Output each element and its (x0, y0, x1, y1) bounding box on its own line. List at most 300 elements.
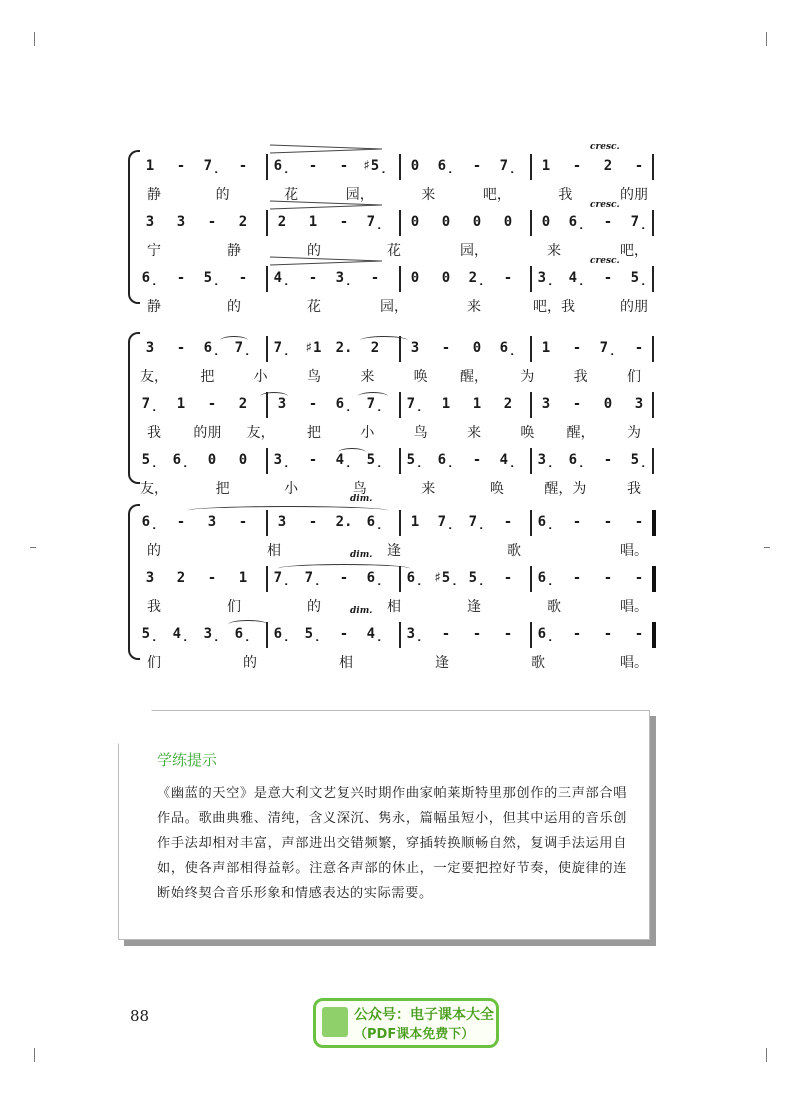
practice-tip-box (118, 710, 650, 940)
note: - (339, 214, 349, 230)
note: - (634, 626, 644, 642)
note: - (572, 340, 582, 356)
note: 3 (277, 514, 287, 530)
note: 6̣ (499, 340, 517, 356)
lyrics-line (140, 184, 670, 206)
note: - (238, 158, 248, 174)
lyric-syllable: 花 (284, 187, 299, 203)
note: 3 (541, 396, 551, 412)
score-system-3 (128, 494, 668, 671)
note: 5̣ (406, 452, 424, 468)
note: - (572, 396, 582, 412)
note: 0 (472, 214, 482, 230)
lyrics-line (140, 296, 670, 318)
voice-row (140, 214, 670, 272)
bar-line (530, 392, 532, 418)
note: 5̣ (141, 452, 159, 468)
bar-line (530, 510, 532, 536)
lyric-syllable: 把 (307, 425, 321, 441)
dim-mark: dim. (350, 550, 373, 560)
voice-row (140, 158, 670, 216)
lyric-syllable: 歌 (547, 599, 561, 615)
cresc-mark: cresc. (590, 142, 620, 152)
bar-line (266, 622, 268, 648)
lyric-syllable: 我 (147, 599, 161, 615)
note: - (634, 340, 644, 356)
system-brace (128, 504, 140, 660)
lyric-syllable: 的 (227, 299, 241, 315)
score-system-1 (128, 140, 668, 315)
bar-line (530, 566, 532, 592)
note: 4̣ (568, 270, 586, 286)
note: - (503, 270, 513, 286)
note: 6̣ (406, 570, 424, 586)
lyric-syllable: 相 (339, 655, 353, 671)
note: 7̣ (366, 396, 384, 412)
tip-title: 学练提示 (157, 751, 218, 769)
note: - (603, 452, 613, 468)
note: 6̣ (537, 570, 555, 586)
bar-line (530, 448, 532, 474)
note: ♯1 (304, 340, 322, 356)
bar-line (652, 336, 654, 362)
bar-line (266, 154, 268, 180)
notes-line (140, 270, 670, 292)
note: - (308, 158, 318, 174)
note: - (603, 570, 613, 586)
crop-mark (764, 547, 770, 548)
dim-mark: dim. (350, 494, 373, 504)
note: 5̣ (630, 452, 648, 468)
note: 7̣ (273, 570, 291, 586)
bar-line (266, 210, 268, 236)
note: 7̣ (304, 570, 322, 586)
lyric-syllable: 友， (140, 369, 168, 385)
bar-line (530, 266, 532, 292)
note: - (308, 514, 318, 530)
note: - (603, 514, 613, 530)
note: 3 (277, 396, 287, 412)
note: 3̣ (537, 452, 555, 468)
bar-line (530, 154, 532, 180)
note: 3 (145, 570, 155, 586)
note: 6̣ (273, 626, 291, 642)
bar-line (399, 622, 401, 648)
watermark-line-1: 公众号：电子课本大全 (354, 1007, 494, 1023)
note: - (503, 514, 513, 530)
note: 6̣ (537, 514, 555, 530)
lyric-syllable: 逢 (467, 599, 481, 615)
note: 1 (308, 214, 318, 230)
crop-mark (34, 32, 35, 46)
crop-mark (766, 1048, 767, 1062)
lyric-syllable: 们 (147, 655, 161, 671)
note: - (634, 570, 644, 586)
lyric-syllable: 歌 (507, 543, 521, 559)
note: 6̣ (141, 514, 159, 530)
lyric-syllable: 歌 (531, 655, 545, 671)
note: 3̣ (203, 626, 221, 642)
note: 6̣ (234, 626, 252, 642)
note: 4̣ (335, 452, 353, 468)
note: 4̣ (273, 270, 291, 286)
hairpin-mark (270, 144, 382, 154)
note: 5̣ (468, 570, 486, 586)
lyric-syllable: 的朋 (193, 425, 222, 441)
bar-line (652, 448, 654, 474)
note: - (176, 340, 186, 356)
note: 3 (410, 340, 420, 356)
lyric-syllable: 唤 (520, 425, 535, 441)
lyric-syllable: 醒，为 (544, 481, 587, 497)
lyric-syllable: 来 (421, 187, 436, 203)
lyric-syllable: 我 (558, 187, 573, 203)
note: 6̣ (568, 452, 586, 468)
lyric-syllable: 来 (360, 369, 375, 385)
note: 7̣ (630, 214, 648, 230)
note: 2 (176, 570, 186, 586)
note: 7̣ (499, 158, 517, 174)
note: 6̣ (366, 514, 384, 530)
note: ♯5̣ (362, 158, 388, 174)
book-icon (322, 1007, 348, 1037)
bar-line (266, 566, 268, 592)
note: - (238, 270, 248, 286)
cresc-mark: cresc. (590, 256, 620, 266)
note: 3̣ (335, 270, 353, 286)
lyric-syllable: 花 (307, 299, 321, 315)
note: 0 (541, 214, 551, 230)
note: - (176, 514, 186, 530)
note: 3 (634, 396, 644, 412)
bar-line (652, 266, 654, 292)
bar-line (399, 448, 401, 474)
lyric-syllable: 唱。 (620, 543, 648, 559)
lyric-syllable: 的朋 (620, 187, 648, 203)
note: - (603, 626, 613, 642)
bar-line (399, 210, 401, 236)
bar-line (530, 210, 532, 236)
notes-line (140, 214, 670, 236)
lyric-syllable: 静 (147, 299, 161, 315)
lyric-syllable: 友， (246, 425, 275, 441)
note: 2 (238, 396, 248, 412)
note: - (603, 214, 613, 230)
lyric-syllable: 来 (467, 425, 481, 441)
note: 6̣ (366, 570, 384, 586)
lyric-syllable: 吧，我 (533, 299, 575, 315)
lyric-syllable: 醒， (460, 369, 488, 385)
note: 7̣ (599, 340, 617, 356)
bar-line (399, 336, 401, 362)
lyric-syllable: 相 (387, 599, 401, 615)
lyric-syllable: 花 (387, 243, 401, 259)
note: - (339, 626, 349, 642)
note: - (634, 158, 644, 174)
final-bar-line (652, 622, 656, 648)
lyric-syllable: 醒， (566, 425, 595, 441)
cresc-mark: cresc. (590, 200, 620, 210)
note: 6̣ (335, 396, 353, 412)
voice-row (140, 396, 670, 454)
note: - (572, 570, 582, 586)
note: 7̣ (468, 514, 486, 530)
note: 1 (441, 396, 451, 412)
note: 2 (370, 340, 380, 356)
note: 0 (503, 214, 513, 230)
lyric-syllable: 的 (215, 187, 230, 203)
dim-mark: dim. (350, 606, 373, 616)
lyrics-line (140, 240, 670, 262)
lyric-syllable: 友， (140, 481, 168, 497)
bar-line (399, 154, 401, 180)
voice-row (140, 270, 670, 328)
lyric-syllable: 的朋 (620, 299, 648, 315)
lyric-syllable: 唤 (489, 481, 504, 497)
note: 1 (541, 158, 551, 174)
bar-line (399, 566, 401, 592)
lyrics-line (140, 596, 670, 618)
watermark-line-2: （PDF课本免费下） (354, 1027, 475, 1042)
notes-line (140, 570, 670, 592)
lyric-syllable: 静 (227, 243, 241, 259)
note: 0 (238, 452, 248, 468)
final-bar-line (652, 566, 656, 592)
note: 0 (472, 340, 482, 356)
lyric-syllable: 鸟 (413, 425, 428, 441)
note: - (308, 452, 318, 468)
lyric-syllable: 把 (215, 481, 230, 497)
lyric-syllable: 来 (467, 299, 481, 315)
note: - (308, 270, 318, 286)
crop-mark (34, 1048, 35, 1062)
note: - (634, 514, 644, 530)
tip-box-corner (118, 710, 152, 744)
lyric-syllable: 我 (627, 481, 641, 497)
note: 7̣ (273, 340, 291, 356)
note: - (176, 270, 186, 286)
voice-row (140, 514, 670, 572)
tip-text: 《幽蓝的天空》是意大利文艺复兴时期作曲家帕莱斯特里那创作的三声部合唱作品。歌曲典雅、清纯，含义深沉、隽永，篇幅虽短小，但其中运用的音乐创作手法却相对丰富，声部进出交错频繁，穿插转换顺畅自然，复调手法运用自如，使各声部相得益彰。注意各声部的休止，一定要把控好节奏，使旋律的连断始终契合音乐形象和情感表达的实际需要。 (157, 786, 627, 901)
bar-line (266, 336, 268, 362)
note: 4̣ (366, 626, 384, 642)
lyric-syllable: 鸟 (352, 481, 367, 497)
lyric-syllable: 的 (307, 599, 321, 615)
bar-line (399, 266, 401, 292)
notes-line (140, 396, 670, 418)
note: 1 (176, 396, 186, 412)
note: 0 (207, 452, 217, 468)
note: - (339, 570, 349, 586)
lyric-syllable: 小 (284, 481, 299, 497)
note: 6̣ (273, 158, 291, 174)
lyric-syllable: 的 (147, 543, 161, 559)
note: 3 (145, 340, 155, 356)
note: 3 (207, 514, 217, 530)
note: - (339, 158, 349, 174)
system-brace (128, 150, 140, 304)
final-bar-line (652, 510, 656, 536)
lyric-syllable: 们 (227, 599, 241, 615)
note: - (472, 158, 482, 174)
crop-mark (30, 547, 36, 548)
lyric-syllable: 小 (253, 369, 268, 385)
lyric-syllable: 来 (421, 481, 436, 497)
note: 3̣ (406, 626, 424, 642)
lyrics-line (140, 422, 670, 444)
lyric-syllable: 我 (147, 425, 161, 441)
note: 1 (238, 570, 248, 586)
note: 2 (503, 396, 513, 412)
score-system-2 (128, 330, 668, 497)
note: - (207, 396, 217, 412)
note: 6̣ (437, 452, 455, 468)
note: 0 (410, 158, 420, 174)
note: 6̣ (568, 214, 586, 230)
lyric-syllable: 唤 (413, 369, 428, 385)
note: 5̣ (141, 626, 159, 642)
voice-row (140, 626, 670, 684)
note: 0 (603, 396, 613, 412)
note: - (503, 626, 513, 642)
note: 7̣ (366, 214, 384, 230)
note: 1 (145, 158, 155, 174)
note: 6̣ (172, 452, 190, 468)
note: 0 (441, 214, 451, 230)
voice-row (140, 570, 670, 628)
note: 2 (277, 214, 287, 230)
note: 0 (441, 270, 451, 286)
note: - (441, 340, 451, 356)
note: 2 (603, 158, 613, 174)
page-number: 88 (130, 1007, 150, 1025)
bar-line (530, 622, 532, 648)
note: 5̣ (304, 626, 322, 642)
note: 1 (541, 340, 551, 356)
note: - (207, 570, 217, 586)
bar-line (266, 392, 268, 418)
lyric-syllable: 园， (380, 299, 408, 315)
note: 2. (335, 514, 353, 530)
note: - (603, 270, 613, 286)
note: 7̣ (437, 514, 455, 530)
note: 1 (472, 396, 482, 412)
note: 1 (410, 514, 420, 530)
lyric-syllable: 为 (627, 425, 641, 441)
lyric-syllable: 我 (573, 369, 588, 385)
note: - (176, 158, 186, 174)
lyric-syllable: 为 (520, 369, 535, 385)
bar-line (266, 448, 268, 474)
note: - (572, 626, 582, 642)
note: 2 (238, 214, 248, 230)
note: 0 (410, 270, 420, 286)
lyric-syllable: 唱。 (620, 655, 648, 671)
note: - (238, 514, 248, 530)
note: 0 (410, 214, 420, 230)
lyric-syllable: 们 (627, 369, 641, 385)
note: 7̣ (406, 396, 424, 412)
note: 5̣ (630, 270, 648, 286)
note: 6̣ (437, 158, 455, 174)
note: 3 (145, 214, 155, 230)
note: 4̣ (172, 626, 190, 642)
notes-line (140, 514, 670, 536)
notes-line (140, 452, 670, 474)
bar-line (530, 336, 532, 362)
lyrics-line (140, 652, 670, 674)
voice-row (140, 340, 670, 398)
note: - (572, 514, 582, 530)
lyric-syllable: 吧， (620, 243, 648, 259)
bar-line (399, 392, 401, 418)
note: - (503, 570, 513, 586)
notes-line (140, 340, 670, 362)
lyric-syllable: 小 (360, 425, 375, 441)
note: 7̣ (141, 396, 159, 412)
lyric-syllable: 来 (547, 243, 561, 259)
lyric-syllable: 逢 (387, 543, 401, 559)
lyric-syllable: 静 (147, 187, 161, 203)
note: 2̣ (468, 270, 486, 286)
note: 7̣ (203, 158, 221, 174)
note: - (370, 270, 380, 286)
lyric-syllable: 吧， (482, 187, 511, 203)
note: 3 (176, 214, 186, 230)
bar-line (652, 210, 654, 236)
bar-line (652, 392, 654, 418)
note: 3̣ (537, 270, 555, 286)
lyric-syllable: 的 (243, 655, 257, 671)
bar-line (266, 266, 268, 292)
note: - (207, 214, 217, 230)
watermark-badge (313, 998, 499, 1048)
note: 4̣ (499, 452, 517, 468)
lyrics-line (140, 540, 670, 562)
bar-line (266, 510, 268, 536)
crop-mark (766, 32, 767, 46)
notes-line (140, 626, 670, 648)
lyric-syllable: 鸟 (307, 369, 321, 385)
note: - (572, 158, 582, 174)
lyric-syllable: 唱。 (620, 599, 648, 615)
lyric-syllable: 宁 (147, 243, 161, 259)
note: 6̣ (141, 270, 159, 286)
system-brace (128, 332, 140, 484)
note: - (472, 626, 482, 642)
lyric-syllable: 相 (267, 543, 281, 559)
lyric-syllable: 的 (307, 243, 321, 259)
note: 6̣ (537, 626, 555, 642)
note: 7̣ (234, 340, 252, 356)
note: ♯5̣ (433, 570, 459, 586)
lyrics-line (140, 366, 670, 388)
lyric-syllable: 园， (460, 243, 488, 259)
note: 2. (335, 340, 353, 356)
lyric-syllable: 园， (345, 187, 374, 203)
bar-line (652, 154, 654, 180)
note: - (472, 452, 482, 468)
note: - (441, 626, 451, 642)
notes-line (140, 158, 670, 180)
note: 5̣ (366, 452, 384, 468)
bar-line (399, 510, 401, 536)
lyric-syllable: 逢 (435, 655, 449, 671)
lyric-syllable: 把 (200, 369, 215, 385)
note: 3̣ (273, 452, 291, 468)
note: - (308, 396, 318, 412)
note: 5̣ (203, 270, 221, 286)
